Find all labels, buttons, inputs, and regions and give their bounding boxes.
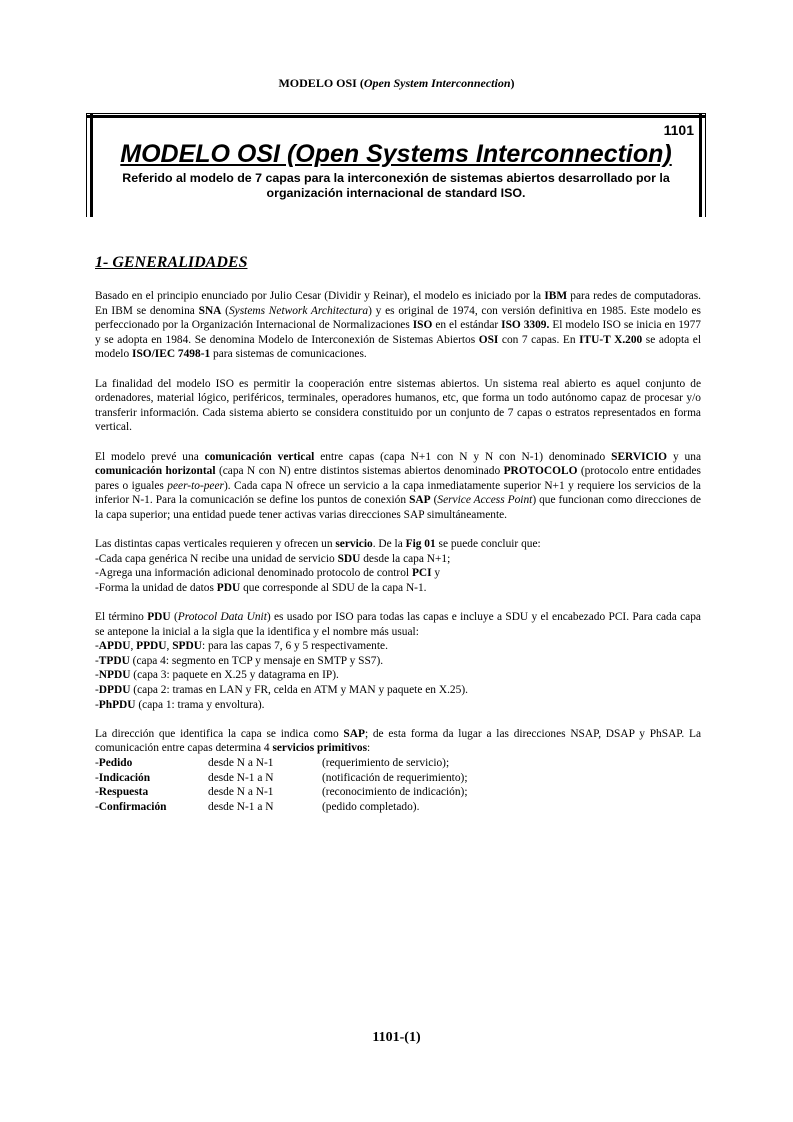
text-run: (capa 3: paquete en X.25 y datagrama en IP).: [130, 669, 339, 682]
text-run: La finalidad del modelo ISO es permitir la cooperación entre sistemas abiertos. Un sistema real abierto es aquel conjunto de ordenadores, material lógico, periféricos, terminales, operadores humanos, etc, que forma un todo autónomo capaz de procesar y/o transferir información. Cada sistema abierto se considera constituido por un conjunto de 7 capas o estratos representados en forma vertical.: [95, 377, 701, 434]
text-run: -: [95, 698, 99, 711]
text-run: (capa 2: tramas en LAN y FR, celda en ATM y MAN y paquete en X.25).: [130, 684, 468, 697]
text-line: [95, 552, 701, 567]
bold-term: ISO: [412, 319, 433, 332]
text-line: [95, 581, 701, 596]
text-run: ). Cada capa N ofrece un servicio a la capa inmediatamente superior N+1 y requiere los servicios de la inferior N-1. Para la comunicación se define los puntos de conexión: [95, 479, 701, 507]
primitive-label: Respuesta: [98, 786, 149, 799]
running-header-italic: Open System Interconnection: [363, 76, 511, 90]
section-heading: 1- GENERALIDADES: [95, 254, 248, 271]
primitive-dash: -: [95, 800, 99, 813]
bold-term: PCI: [411, 567, 432, 580]
text-run: entre capas (capa N+1 con N y N con N-1) denominado: [314, 450, 612, 463]
primitive-name: [95, 756, 208, 771]
primitives-intro: [95, 727, 701, 756]
bold-term: PPDU: [136, 640, 167, 653]
primitive-description: (reconocimiento de indicación);: [322, 786, 468, 799]
text-run: y: [431, 567, 441, 580]
primitive-description: (pedido completado).: [322, 800, 420, 813]
text-run: (: [430, 494, 438, 507]
bold-term: SNA: [198, 304, 222, 317]
primitive-label: Indicación: [98, 771, 151, 784]
primitive-name: [95, 785, 208, 800]
primitives-table: [95, 756, 701, 814]
text-line: [95, 654, 701, 669]
main-content: [95, 252, 701, 814]
text-run: La dirección que identifica la capa se indica como: [95, 727, 344, 740]
bold-term: ISO 3309.: [501, 319, 550, 332]
text-run: (protocolo entre entidades pares o iguales: [95, 465, 701, 492]
text-run: con 7 capas. En: [498, 333, 580, 346]
text-run: :: [367, 742, 371, 755]
paragraph-purpose: [95, 377, 701, 435]
bold-term: DPDU: [98, 684, 131, 697]
bold-term: Fig 01: [405, 538, 436, 551]
text-run: ,: [166, 640, 173, 653]
primitive-description: (requerimiento de servicio);: [322, 757, 450, 769]
text-line: [95, 537, 701, 552]
text-run: desde la capa N+1;: [360, 552, 451, 565]
text-run: en el estándar: [432, 319, 502, 332]
text-run: ; de esta forma da lugar a las direcciones NSAP, DSAP y PhSAP. La comunicación entre capas determina 4: [95, 727, 701, 755]
bold-term: TPDU: [98, 654, 130, 667]
primitive-label: Pedido: [98, 757, 133, 769]
bold-term: SDU: [337, 552, 361, 565]
primitive-direction: desde N-1 a N: [208, 800, 274, 813]
text-run: : para las capas 7, 6 y 5 respectivamente.: [201, 640, 388, 653]
italic-term: peer-to-peer: [167, 479, 224, 492]
text-line: [95, 698, 701, 713]
primitive-direction: desde N a N-1: [208, 786, 274, 799]
text-run: ) es usado por ISO para todas las capas e incluye a SDU y el encabezado PCI. Para cada capa se antepone la inicial a la sigla que la identifica y el nombre más usual:: [95, 611, 701, 638]
text-run: (capa 1: trama y envoltura).: [135, 698, 265, 711]
text-run: -: [95, 669, 99, 682]
bold-term: IBM: [544, 290, 568, 302]
text-line: [95, 683, 701, 698]
text-run: -Forma la unidad de datos: [95, 581, 217, 594]
bold-term: servicios primitivos: [272, 742, 368, 755]
text-line: [95, 639, 701, 654]
bold-term: ITU-T X.200: [579, 333, 643, 346]
paragraph-communication: [95, 450, 701, 523]
primitive-name: [95, 800, 208, 815]
text-run: Las distintas capas verticales requieren y ofrecen un: [95, 538, 336, 551]
paragraph-primitives: [95, 727, 701, 815]
primitive-label: Confirmación: [98, 800, 167, 813]
bold-term: OSI: [478, 333, 499, 346]
text-run: -: [95, 684, 99, 697]
text-run: -Cada capa genérica N recibe una unidad de servicio: [95, 552, 338, 565]
text-run: El término: [95, 611, 148, 624]
italic-term: Protocol Data Unit: [177, 611, 267, 624]
text-run: (: [170, 611, 178, 624]
bold-term: APDU: [98, 640, 131, 653]
text-run: para sistemas de comunicaciones.: [210, 348, 367, 361]
bold-term: SAP: [409, 494, 431, 507]
text-run: para redes de computadoras. En IBM se denomina: [95, 290, 701, 317]
bold-term: SAP: [343, 727, 365, 740]
italic-term: Systems Network Architectura: [228, 304, 369, 317]
text-run: que corresponde al SDU de la capa N-1.: [240, 581, 427, 594]
primitive-direction: desde N-1 a N: [208, 771, 274, 784]
text-run: -: [95, 640, 99, 653]
bold-term: servicio: [335, 538, 373, 551]
primitive-dash: -: [95, 786, 99, 799]
text-run: (: [221, 304, 229, 317]
page-footer: 1101-(1): [372, 1030, 421, 1045]
bold-term: NPDU: [98, 669, 131, 682]
text-run: se adopta el modelo: [95, 333, 701, 361]
document-title: MODELO OSI (Open Systems Interconnection): [120, 140, 672, 168]
title-box-top-rule: [86, 113, 706, 118]
bold-term: PROTOCOLO: [503, 465, 578, 478]
bold-term: comunicación horizontal: [95, 465, 216, 478]
text-run: -: [95, 654, 99, 667]
document-subtitle: Referido al modelo de 7 capas para la interconexión de sistemas abiertos desarrollado por la organización internacional de standard ISO.: [122, 171, 670, 200]
text-run: El modelo prevé una: [95, 450, 205, 463]
running-header-end: ): [510, 76, 515, 90]
running-header-text: MODELO OSI (: [278, 76, 364, 90]
primitive-row: [95, 800, 701, 815]
pdu-intro: [95, 610, 701, 639]
primitive-dash: -: [95, 771, 99, 784]
paragraph-layers: [95, 537, 701, 595]
bold-term: PDU: [216, 581, 241, 594]
bold-term: SERVICIO: [611, 450, 668, 463]
text-run: . De la: [372, 538, 406, 551]
document-number: 1101: [663, 122, 694, 138]
primitive-name: [95, 771, 208, 786]
bold-term: PDU: [147, 611, 171, 624]
bold-term: SPDU: [172, 640, 202, 653]
italic-term: Service Access Point: [437, 494, 533, 507]
pdu-list: [95, 639, 701, 712]
text-run: ) que funcionan como direcciones de la capa superior; una entidad puede tener activas varias direcciones SAP simultáneamente.: [95, 494, 701, 521]
running-header: [0, 76, 793, 91]
primitive-row: [95, 785, 701, 800]
bold-term: PhPDU: [98, 698, 136, 711]
text-run: El modelo ISO se inicia en 1977 y se adopta en 1984. Se denomina Modelo de Interconexión de Sistemas Abiertos: [95, 319, 702, 346]
bold-term: comunicación vertical: [204, 450, 315, 463]
primitive-row: [95, 771, 701, 786]
primitive-dash: -: [95, 757, 99, 769]
title-box: [86, 113, 706, 217]
text-run: Basado en el principio enunciado por Julio Cesar (Dividir y Reinar), el modelo es iniciado por la: [95, 290, 545, 302]
primitive-row: [95, 756, 701, 771]
text-run: -Agrega una información adicional denominado protocolo de control: [95, 567, 412, 580]
text-run: ) y es original de 1974, con versión definitiva en 1985. Este modelo es perfeccionado por la Organización Internacional de Normalizaciones: [95, 304, 701, 332]
paragraph-pdu: [95, 610, 701, 712]
text-run: (capa 4: segmento en TCP y mensaje en SMTP y SS7).: [129, 654, 384, 667]
text-run: y una: [667, 450, 701, 463]
text-run: se puede concluir que:: [435, 538, 541, 551]
paragraph-history: [95, 289, 701, 362]
text-line: [95, 566, 701, 581]
text-run: (capa N con N) entre distintos sistemas abiertos denominado: [215, 465, 504, 478]
text-line: [95, 668, 701, 683]
text-run: ,: [130, 640, 137, 653]
primitive-description: (notificación de requerimiento);: [322, 771, 468, 784]
bold-term: ISO/IEC 7498-1: [132, 348, 211, 361]
primitive-direction: desde N a N-1: [208, 757, 274, 769]
